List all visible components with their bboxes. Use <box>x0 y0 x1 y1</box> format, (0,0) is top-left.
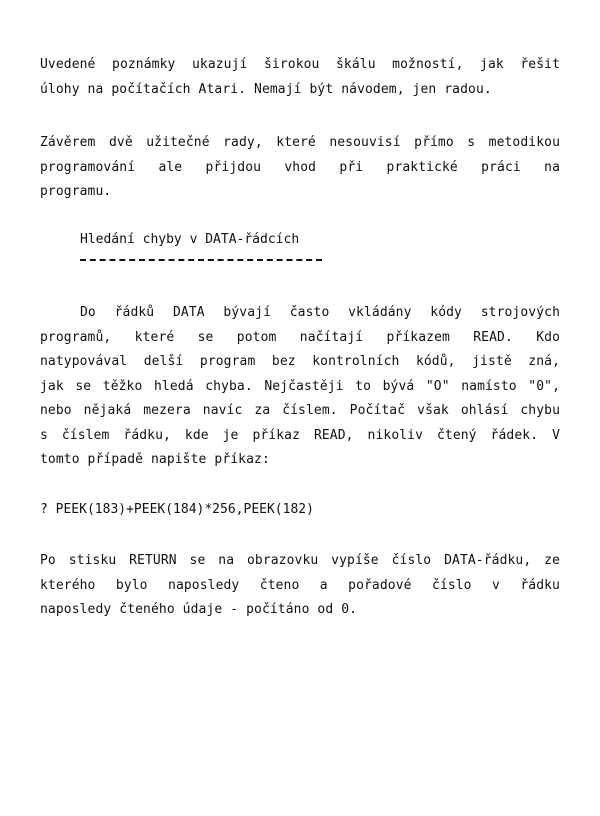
body-line-4: jak se těžko hledá chyba. Nejčastěji to bývá "O" namísto "0", <box>40 378 560 394</box>
heading-underline <box>80 259 322 261</box>
body-paragraph <box>40 301 560 473</box>
section-heading: Hledání chyby v DATA-řádcích <box>80 232 300 247</box>
intro-paragraph <box>40 53 560 102</box>
advice-paragraph <box>40 131 560 205</box>
result-line-1: Po stisku RETURN se na obrazovku vypíše číslo DATA-řádku, ze <box>40 553 560 568</box>
advice-line-1: Závěrem dvě užitečné rady, které nesouvisí přímo s metodikou <box>40 135 560 150</box>
intro-line-2: úlohy na počítačích Atari. Nemají být návodem, jen radou. <box>40 81 492 97</box>
body-line-6: s číslem řádku, kde je příkaz READ, nikoliv čtený řádek. V <box>40 427 560 443</box>
advice-line-2: programování ale přijdou vhod při praktické práci na <box>40 159 560 175</box>
body-line-3: natypovával delší program bez kontrolních kódů, jistě zná, <box>40 354 560 369</box>
advice-line-3: programu. <box>40 184 112 199</box>
body-line-5: nebo nějaká mezera navíc za číslem. Počítač však ohlásí chybu <box>40 403 560 418</box>
intro-line-1: Uvedené poznámky ukazují širokou škálu možností, jak řešit <box>40 57 560 72</box>
body-line-1-text: Do řádků DATA bývají často vkládány kódy strojových <box>80 305 560 320</box>
body-line-7: tomto případě napište příkaz: <box>40 452 270 467</box>
peek-command: ? PEEK(183)+PEEK(184)*256,PEEK(182) <box>40 502 314 517</box>
body-line-1 <box>40 301 560 326</box>
body-line-2: programů, které se potom načítají příkazem READ. Kdo <box>40 329 560 345</box>
result-paragraph <box>40 549 560 623</box>
result-line-2: kterého bylo naposledy čteno a pořadové číslo v řádku <box>40 577 560 593</box>
result-line-3: naposledy čteného údaje - počítáno od 0. <box>40 602 358 617</box>
